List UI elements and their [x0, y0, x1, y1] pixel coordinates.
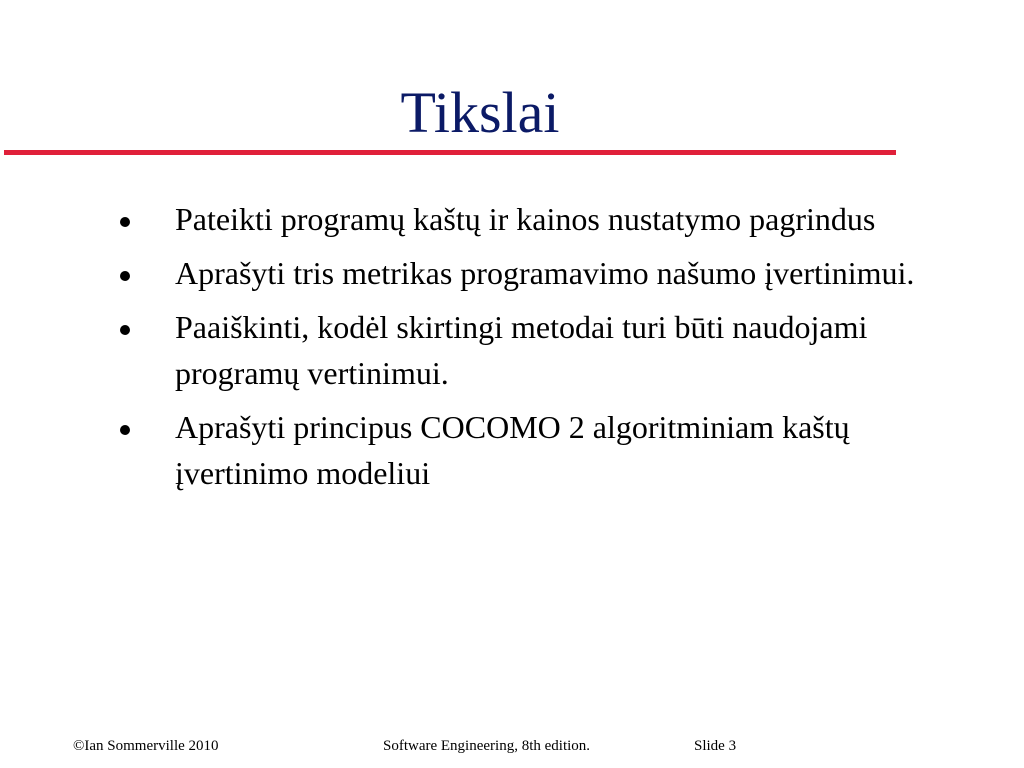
title-underline [4, 150, 896, 155]
list-item [118, 304, 938, 396]
bullet-text: Aprašyti tris metrikas programavimo našumo įvertinimui. [175, 255, 915, 291]
list-item [118, 196, 938, 242]
bullet-dot-icon [120, 425, 130, 435]
bullet-text: Paaiškinti, kodėl skirtingi metodai turi būti naudojami programų vertinimui. [175, 309, 868, 391]
footer-book-title: Software Engineering, 8th edition. [383, 738, 591, 754]
bullet-text: Pateikti programų kaštų ir kainos nustatymo pagrindus [175, 201, 876, 237]
bullet-list [118, 196, 938, 504]
footer-copyright: ©Ian Sommerville 2010 [73, 738, 219, 754]
slide-title: Tikslai [400, 80, 560, 145]
list-item [118, 250, 938, 296]
bullet-text: Aprašyti principus COCOMO 2 algoritminiam kaštų įvertinimo modeliui [175, 409, 850, 491]
footer-slide-number: Slide 3 [694, 738, 737, 754]
bullet-dot-icon [120, 271, 130, 281]
bullet-dot-icon [120, 325, 130, 335]
list-item [118, 404, 938, 496]
bullet-dot-icon [120, 217, 130, 227]
